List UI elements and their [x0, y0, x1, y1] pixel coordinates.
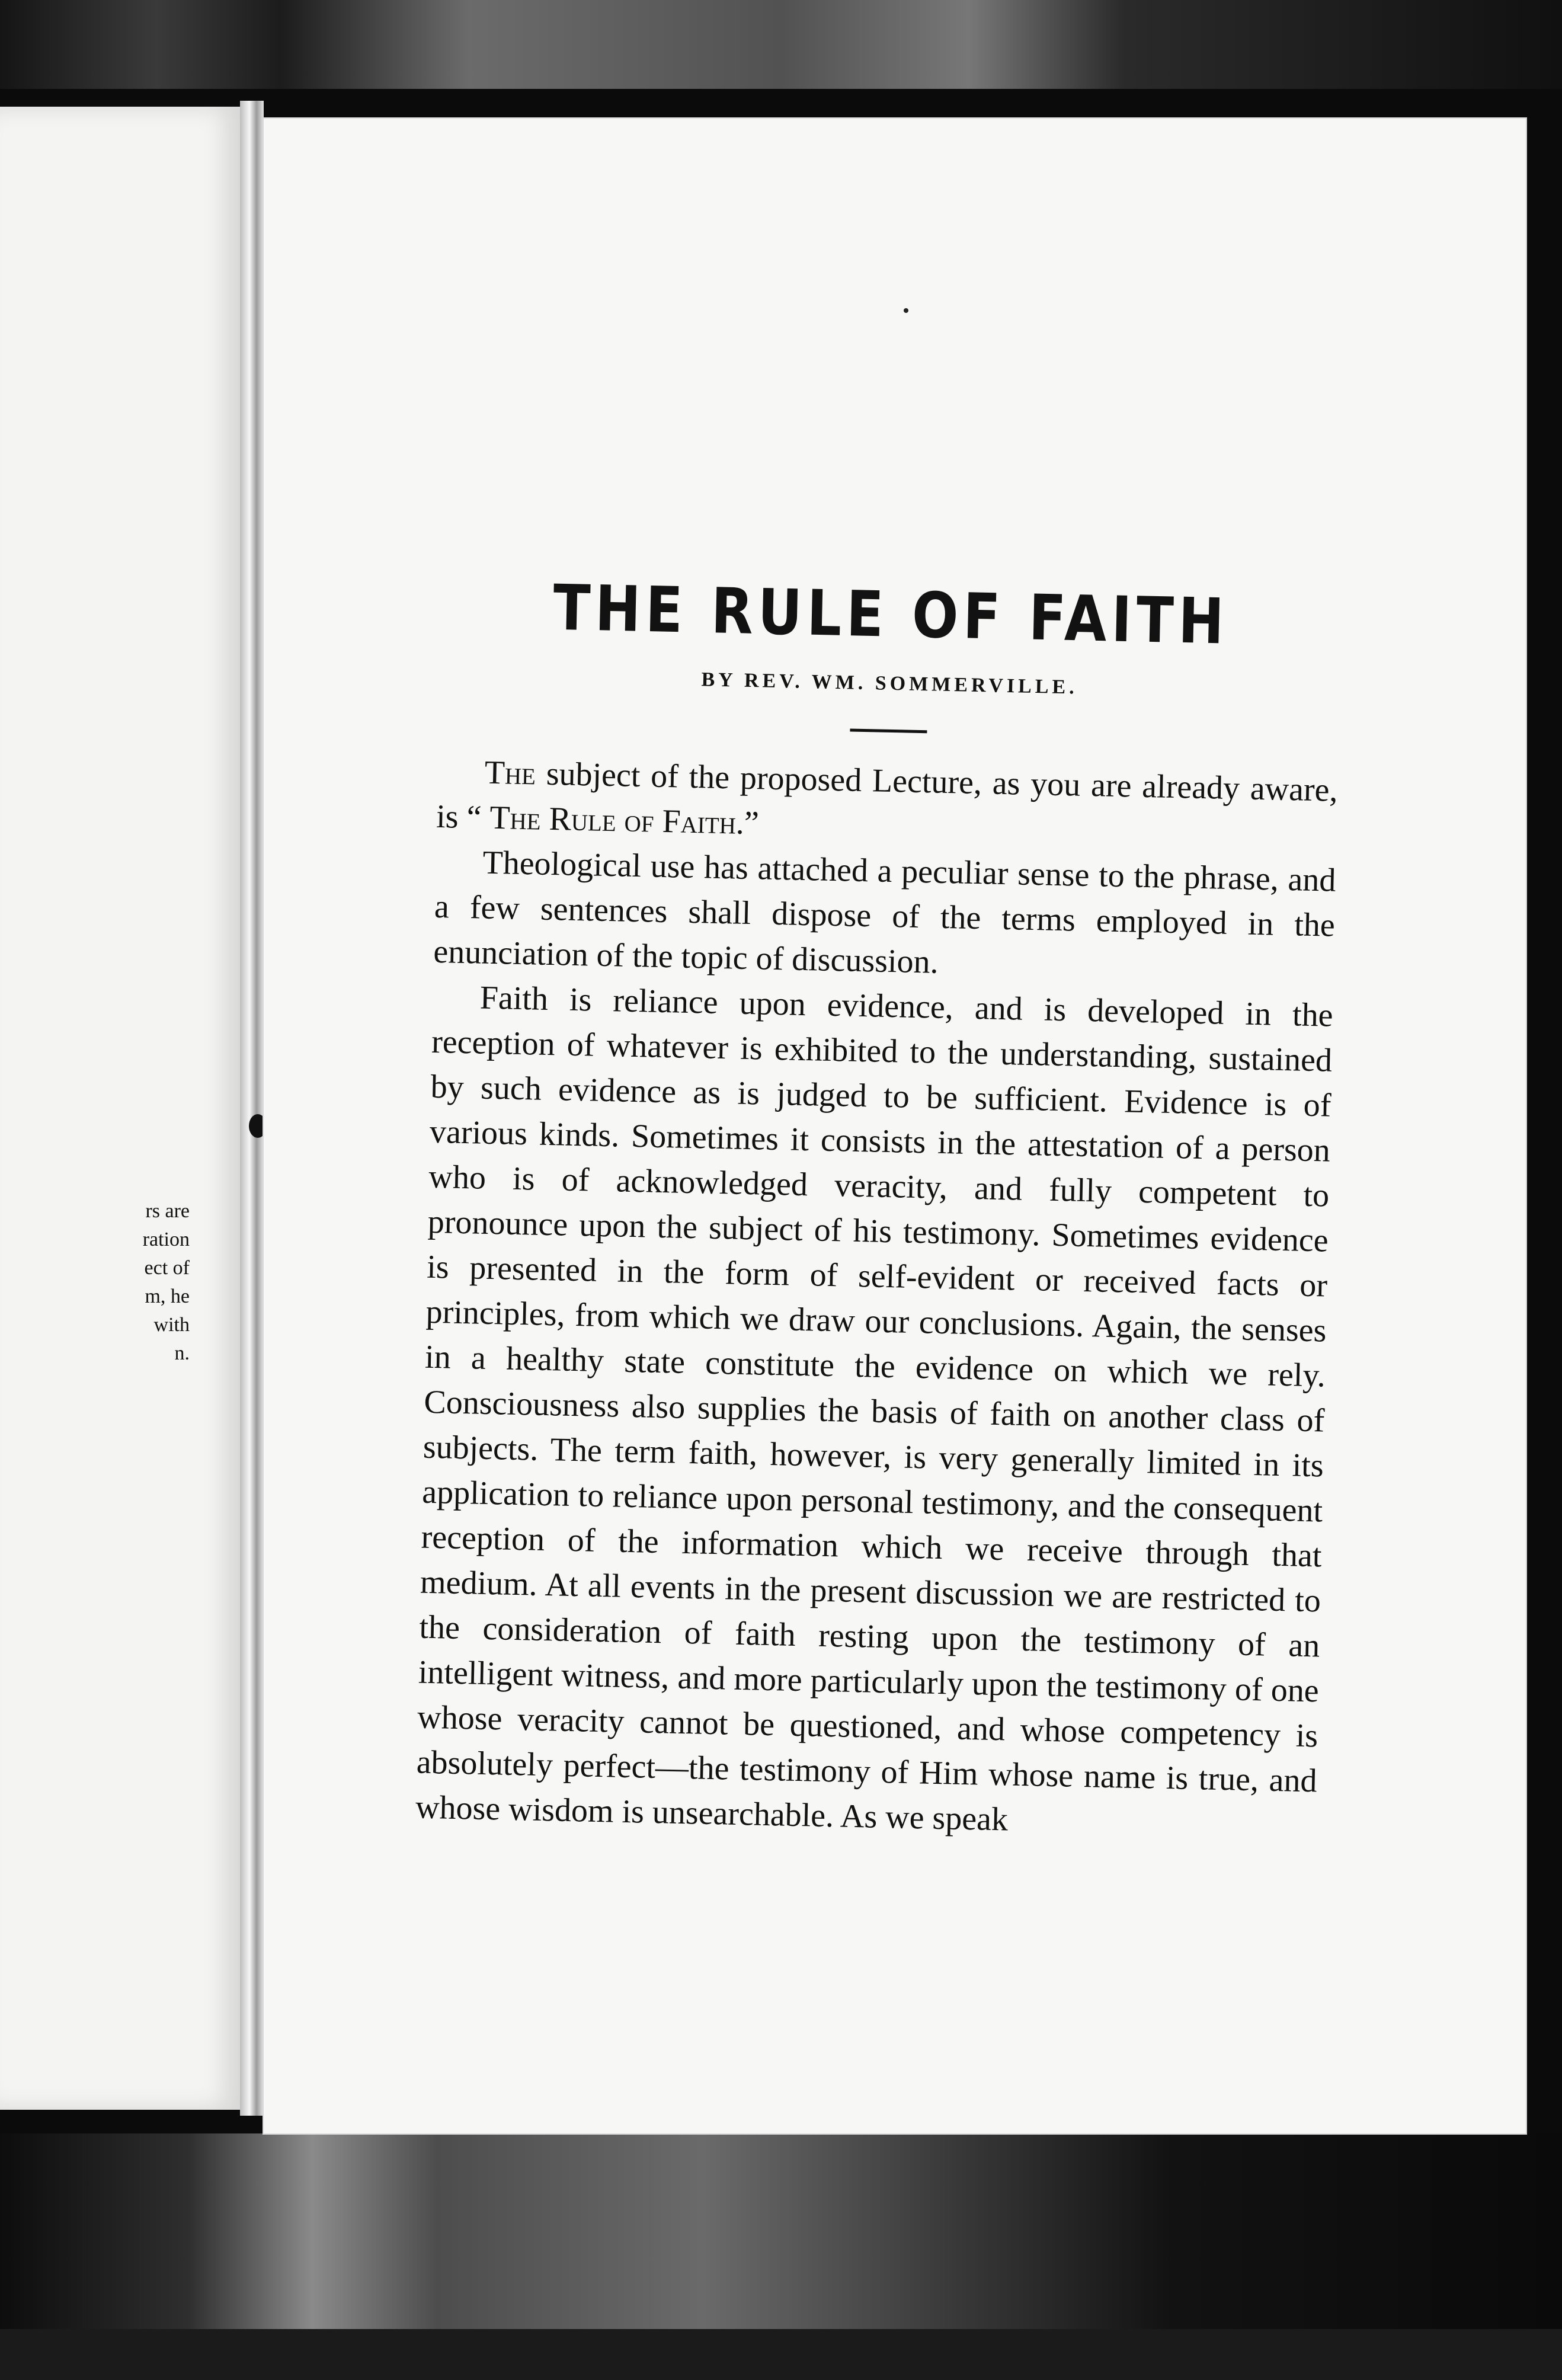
facing-page-line: m, he [145, 1285, 190, 1307]
title-divider [850, 728, 927, 733]
scan-background-top [0, 0, 1562, 89]
facing-page-line: rs are [145, 1200, 190, 1222]
facing-page-left [0, 107, 243, 2110]
facing-page-line: n. [174, 1342, 190, 1364]
facing-page-text [0, 1197, 193, 1368]
author-byline: BY REV. WM. SOMMERVILLE. [701, 668, 1078, 699]
paragraph-2: Theological use has attached a peculiar sense to the phrase, and a few sentences shall dispose of the terms employed in the enunciation of the topic of discussion. [433, 844, 1336, 981]
facing-page-line: ration [142, 1229, 190, 1250]
paragraph-text-tail: .” [735, 804, 760, 842]
facing-page-line: with [153, 1314, 190, 1336]
emphasized-title: The Rule of Faith [489, 799, 737, 842]
ink-speck [904, 308, 908, 313]
page-content [415, 569, 1342, 1848]
drop-lead-word: The [484, 754, 536, 792]
facing-page-line: ect of [144, 1257, 190, 1279]
scan-edge-strip [0, 2329, 1562, 2380]
book-gutter [240, 101, 264, 2116]
document-page [264, 119, 1526, 2133]
page-title: THE RULE OF FAITH [552, 571, 1230, 658]
paragraph-3: Faith is reliance upon evidence, and is developed in the reception of whatever is exhibited to the understanding, sustained by such evidence as is judged to be sufficient. Evidence is of various kinds. Sometimes it consists in the attestation of a person who is of acknowledged veracity, and fully competent to pronounce upon the subject of his testimony. Sometimes evidence is presented in the form of self-evident or received facts or principles, from which we draw our conclusions. Again, the senses in a healthy state constitute the evidence on which we rely. Consciousness also supplies the basis of faith on another class of subjects. The term faith, however, is very generally limited in its application to reliance upon personal testimony, and the consequent reception of the information which we receive through that medium. At all events in the present discussion we are restricted to the consideration of faith resting upon the testimony of an intelligent witness, and more particularly upon the testimony of one whose veracity cannot be questioned, and whose competency is absolutely perfect—the testimony of Him whose name is true, and whose wisdom is unsearchable. As we speak [415, 979, 1334, 1838]
paragraph-text: subject of the proposed Lecture, as you are already aware, is “ [436, 755, 1339, 836]
body-text [415, 749, 1338, 1848]
